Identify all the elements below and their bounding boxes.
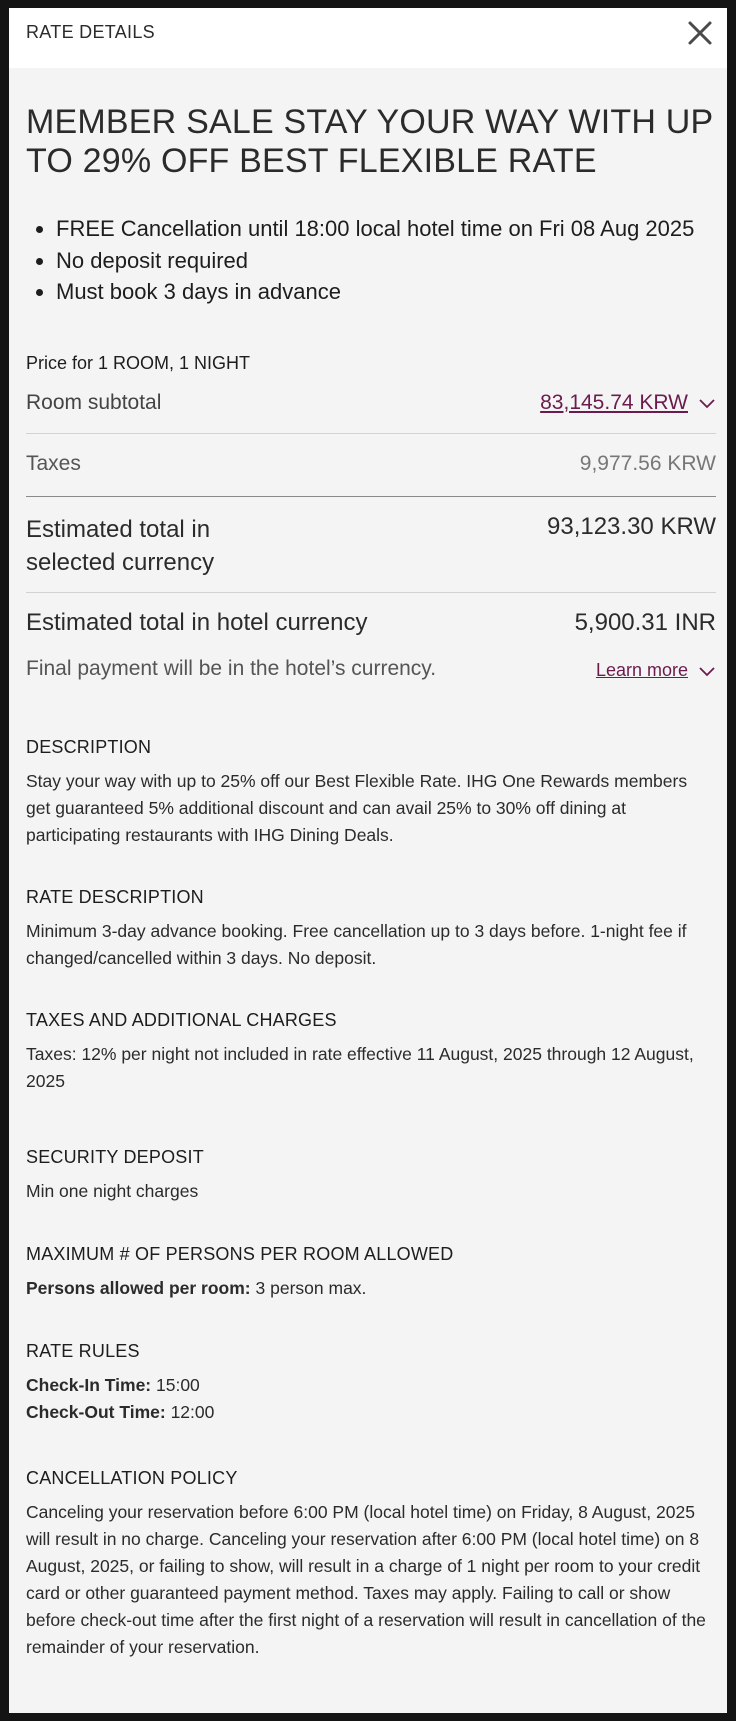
check-out-row xyxy=(26,1399,716,1426)
taxes-label: Taxes xyxy=(26,451,81,475)
check-in-value: 15:00 xyxy=(156,1374,200,1395)
rate-rules-section xyxy=(26,1341,716,1426)
check-in-label: Check-In Time: xyxy=(26,1374,152,1395)
room-subtotal-label: Room subtotal xyxy=(26,390,162,414)
cancellation-policy-section xyxy=(26,1468,716,1661)
hotel-currency-total-row xyxy=(26,593,716,655)
hotel-total-label: Estimated total in hotel currency xyxy=(26,608,368,636)
max-persons-title: MAXIMUM # OF PERSONS PER ROOM ALLOWED xyxy=(26,1243,454,1264)
cancellation-policy-body: Canceling your reservation before 6:00 PM (local hotel time) on Friday, 8 August, 2025 will result in no charge. Canceling your reservation after 6:00 PM (local hotel time) on 8 August, 2025, or failing to show, will result in a charge of 1 night per room to your credit card or other guaranteed payment method. Taxes may apply. Failing to call or show before check-out time after the first night of a reservation will result in cancellation of the remainder of your reservation. xyxy=(26,1501,706,1657)
check-out-label: Check-Out Time: xyxy=(26,1401,166,1422)
taxes-charges-title: TAXES AND ADDITIONAL CHARGES xyxy=(26,1009,337,1030)
room-subtotal-row xyxy=(26,374,716,434)
header-title: RATE DETAILS xyxy=(26,22,155,42)
persons-allowed-label: Persons allowed per room: xyxy=(26,1277,251,1298)
description-section xyxy=(26,737,716,849)
chevron-down-icon[interactable] xyxy=(698,664,716,682)
rate-title: MEMBER SALE STAY YOUR WAY WITH UP TO 29% OFF BEST FLEXIBLE RATE xyxy=(26,103,713,180)
estimated-total-value: 93,123.30 KRW xyxy=(547,512,716,540)
taxes-charges-body: Taxes: 12% per night not included in rate effective 11 August, 2025 through 12 August, 2025 xyxy=(26,1043,694,1091)
header-bar xyxy=(9,8,727,68)
description-title: DESCRIPTION xyxy=(26,736,152,757)
persons-allowed-suffix: person max. xyxy=(270,1277,367,1298)
final-payment-row xyxy=(26,655,716,695)
rate-description-section xyxy=(26,887,716,972)
taxes-row xyxy=(26,434,716,497)
rate-rules-title: RATE RULES xyxy=(26,1340,140,1361)
estimated-total-row xyxy=(26,497,716,593)
taxes-value: 9,977.56 KRW xyxy=(579,451,716,475)
rate-benefits-list xyxy=(26,213,716,308)
persons-allowed-count: 3 xyxy=(255,1277,266,1298)
learn-more-link[interactable]: Learn more xyxy=(595,659,688,680)
rate-content xyxy=(26,68,716,1661)
rate-rules-body xyxy=(26,1372,716,1426)
security-deposit-body: Min one night charges xyxy=(26,1180,199,1201)
security-deposit-section xyxy=(26,1147,716,1205)
list-item: • No deposit required xyxy=(56,245,716,277)
cancellation-policy-title: CANCELLATION POLICY xyxy=(26,1467,238,1488)
max-persons-section xyxy=(26,1244,716,1302)
list-item: • Must book 3 days in advance xyxy=(56,276,716,308)
price-heading: Price for 1 ROOM, 1 NIGHT xyxy=(26,352,251,373)
room-subtotal-toggle[interactable]: 83,145.74 KRW xyxy=(540,390,688,414)
check-out-value: 12:00 xyxy=(170,1401,215,1422)
rate-description-title: RATE DESCRIPTION xyxy=(26,886,204,907)
security-deposit-title: SECURITY DEPOSIT xyxy=(26,1146,204,1167)
taxes-charges-section xyxy=(26,1010,716,1095)
rate-details-panel xyxy=(9,8,727,1713)
list-item: • FREE Cancellation until 18:00 local hotel time on Fri 08 Aug 2025 xyxy=(56,213,716,245)
close-icon[interactable] xyxy=(685,18,715,48)
max-persons-body xyxy=(26,1275,716,1302)
description-body: Stay your way with up to 25% off our Best Flexible Rate. IHG One Rewards members get guaranteed 5% additional discount and can avail 25% to 30% off dining at participating restaurants with IHG Dining Deals. xyxy=(26,770,688,845)
estimated-total-label: Estimated total in selected currency xyxy=(26,515,215,576)
rate-description-body: Minimum 3-day advance booking. Free cancellation up to 3 days before. 1-night fee if changed/cancelled within 3 days. No deposit. xyxy=(26,920,687,968)
check-in-row xyxy=(26,1372,716,1399)
hotel-total-value: 5,900.31 INR xyxy=(574,608,716,636)
chevron-down-icon[interactable] xyxy=(698,396,716,414)
final-payment-note: Final payment will be in the hotel’s currency. xyxy=(26,656,437,680)
